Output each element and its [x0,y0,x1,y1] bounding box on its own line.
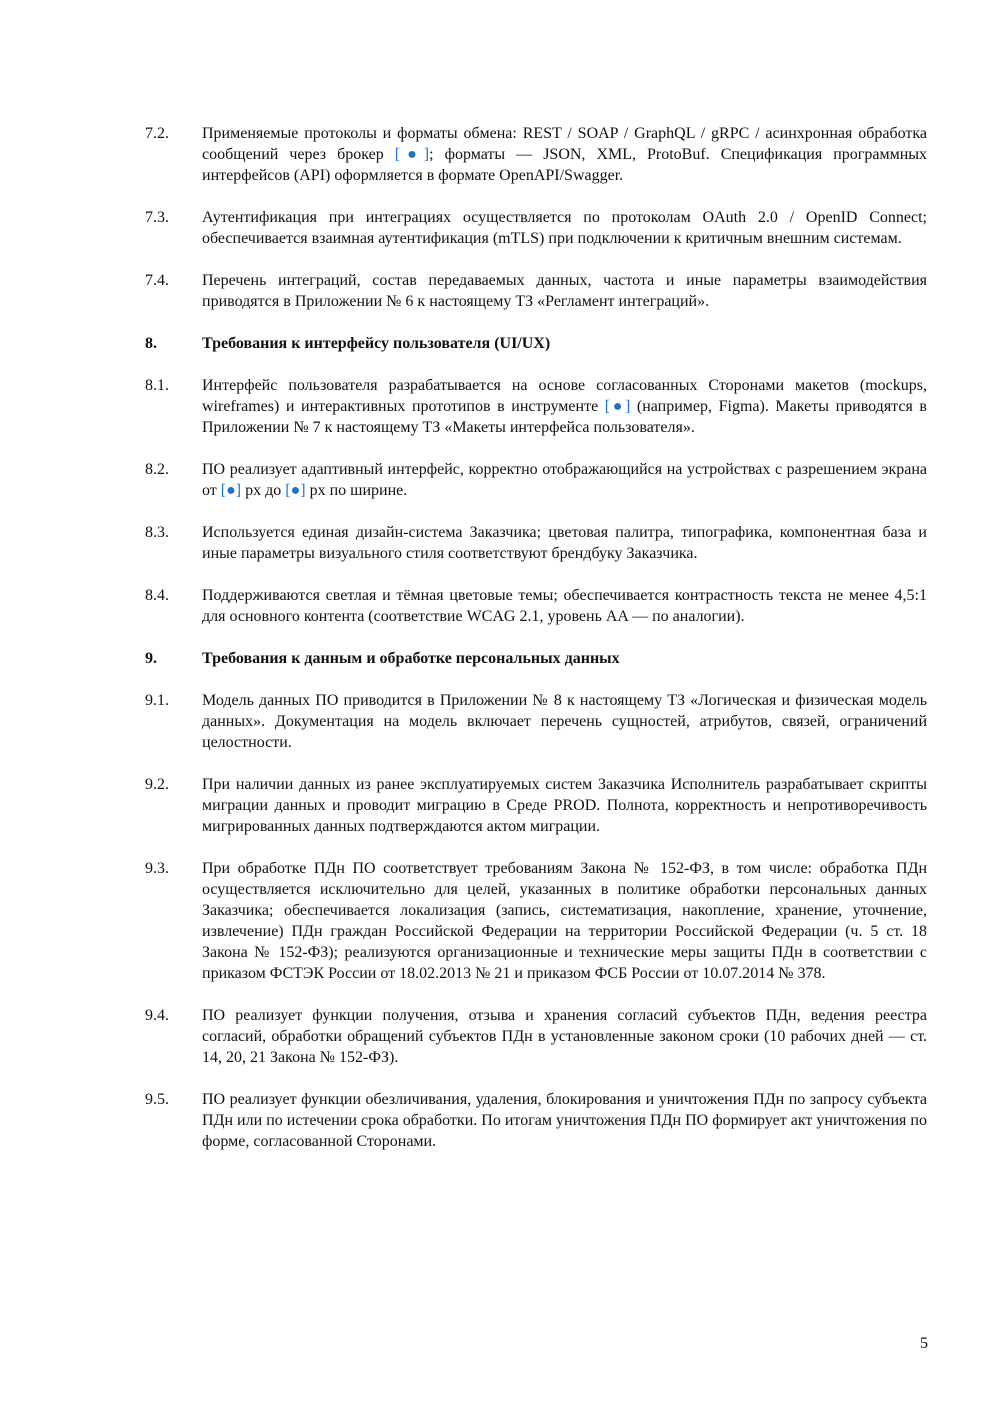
text-segment: Модель данных ПО приводится в Приложении № 8 к настоящему ТЗ «Логическая и физическая модель данных». Документация на модель включает перечень сущностей, атрибутов, связей, ограничений целостности. [202,692,927,751]
text-segment: ПО реализует адаптивный интерфейс, корректно отображающийся на устройствах с разрешением экрана от [202,461,927,499]
clause-number: 9. [145,650,157,667]
clause [145,585,927,627]
clause-text [202,522,927,564]
clause-number: 8.4. [145,587,169,604]
clause-number: 8. [145,335,157,352]
placeholder-marker: [●] [394,146,430,163]
text-segment: Требования к интерфейсу пользователя (UI/UX) [202,335,551,352]
document-body [145,123,927,1173]
clause [145,774,927,837]
clause-number: 7.3. [145,209,169,226]
text-segment: px до [241,482,286,499]
clause-text [202,585,927,627]
clause [145,375,927,438]
clause-number: 9.4. [145,1007,169,1024]
text-segment: ; форматы — JSON, XML, ProtoBuf. Спецификация программных интерфейсов (API) оформляется в формате OpenAPI/Swagger. [202,146,928,184]
text-segment: ПО реализует функции получения, отзыва и хранения согласий субъектов ПДн, ведения реестра согласий, обработки обращений субъектов ПДн в установленные законом сроки (10 рабочих дней — ст. 14, 20, 21 Закона № 152-ФЗ). [202,1007,927,1066]
clause-text [202,207,927,249]
text-segment: Перечень интеграций, состав передаваемых данных, частота и иные параметры взаимодействия приводятся в Приложении № 6 к настоящему ТЗ «Регламент интеграций». [202,272,927,310]
clause [145,270,927,312]
page-number: 5 [920,1335,928,1352]
clause [145,858,927,984]
text-segment: (например, Figma). Макеты приводятся в Приложении № 7 к настоящему ТЗ «Макеты интерфейса пользователя». [202,398,927,436]
clause-number: 8.3. [145,524,169,541]
text-segment: Аутентификация при интеграциях осуществляется по протоколам OAuth 2.0 / OpenID Connect; обеспечивается взаимная аутентификация (mTLS) при подключении к критичным внешним системам. [202,209,927,247]
clause-number: 8.2. [145,461,169,478]
section-heading [145,648,927,669]
clause [145,207,927,249]
text-segment: При наличии данных из ранее эксплуатируемых систем Заказчика Исполнитель разрабатывает скрипты миграции данных и проводит миграцию в Среде PROD. Полнота, корректность и непротиворечивость мигрированных данных подтверждаются актом миграции. [202,776,927,835]
clause-text [202,270,927,312]
clause-text [202,858,927,984]
section-heading [145,333,927,354]
clause [145,1005,927,1068]
section-heading-text [202,333,927,354]
clause [145,123,927,186]
clause-number: 7.4. [145,272,169,289]
clause [145,690,927,753]
placeholder-marker: [●] [220,482,242,499]
placeholder-marker: [●] [604,398,631,415]
section-heading-text [202,648,927,669]
clause [145,522,927,564]
clause-text [202,1089,927,1152]
clause-text [202,774,927,837]
clause-number: 9.2. [145,776,169,793]
text-segment: При обработке ПДн ПО соответствует требованиям Закона № 152-ФЗ, в том числе: обработка ПДн осуществляется исключительно для целей, указанных в политике обработки персональных данных Заказчика; обеспечивается локализация (запись, систематизация, накопление, хранение, уточнение, извлечение) ПДн граждан Российской Федерации на территории Российской Федерации (ч. 5 ст. 18 Закона № 152-ФЗ); реализуются организационные и технические меры защиты ПДн в соответствии с приказом ФСТЭК России от 18.02.2013 № 21 и приказом ФСБ России от 10.07.2014 № 378. [202,860,927,982]
text-segment: ПО реализует функции обезличивания, удаления, блокирования и уничтожения ПДн по запросу субъекта ПДн или по истечении срока обработки. По итогам уничтожения ПДн ПО формирует акт уничтожения по форме, согласованной Сторонами. [202,1091,927,1150]
clause-number: 9.5. [145,1091,169,1108]
clause [145,459,927,501]
placeholder-marker: [●] [285,482,306,499]
clause-text [202,1005,927,1068]
clause-number: 7.2. [145,125,169,142]
text-segment: Требования к данным и обработке персональных данных [202,650,620,667]
clause-text [202,123,927,186]
text-segment: Используется единая дизайн-система Заказчика; цветовая палитра, типографика, компонентная база и иные параметры визуального стиля соответствуют брендбуку Заказчика. [202,524,927,562]
text-segment: Поддерживаются светлая и тёмная цветовые темы; обеспечивается контрастность текста не менее 4,5:1 для основного контента (соответствие WCAG 2.1, уровень AA — по аналогии). [202,587,927,625]
clause-text [202,690,927,753]
text-segment: px по ширине. [305,482,408,499]
text-segment: Применяемые протоколы и форматы обмена: REST / SOAP / GraphQL / gRPC / асинхронная обработка сообщений через брокер [202,125,927,163]
clause-number: 8.1. [145,377,169,394]
clause-text [202,375,927,438]
clause-number: 9.3. [145,860,169,877]
clause [145,1089,927,1152]
text-segment: Интерфейс пользователя разрабатывается на основе согласованных Сторонами макетов (mockups, wireframes) и интерактивных прототипов в инструменте [202,377,927,415]
clause-text [202,459,927,501]
clause-number: 9.1. [145,692,169,709]
